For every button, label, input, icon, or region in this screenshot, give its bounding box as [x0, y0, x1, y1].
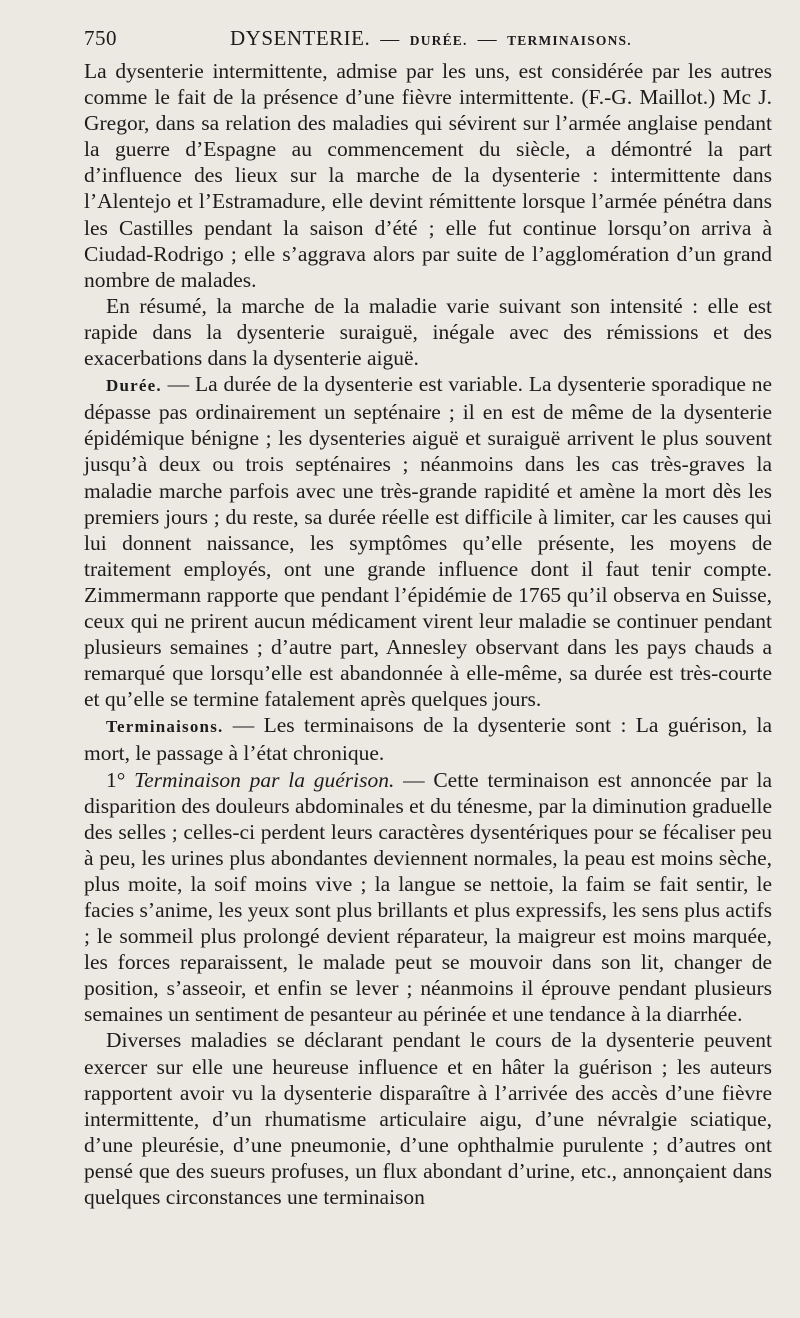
page-number: 750: [84, 26, 117, 50]
list-number: 1°: [106, 767, 135, 792]
section-heading-terminaisons: Terminaisons.: [106, 717, 224, 737]
running-header: [84, 26, 772, 58]
body-text: [84, 58, 772, 1210]
paragraph-guerison-text: — Cette terminaison est annoncée par la disparition des douleurs abdominales et du ténesme, par la diminution graduelle des selles ; celles-ci perdent leurs caractères dysentériques pour se fécaliser peu à peu, les urines plus abondantes deviennent normales, la peau est moins sèche, plus moite, la soif moins vive ; la langue se nettoie, la faim se fait sentir, le facies s’anime, les yeux sont plus brillants et plus expressifs, les sens plus actifs ; le sommeil plus prolongé devient réparateur, la maigreur est moins marquée, les forces reparaissent, le malade peut se mouvoir dans son lit, changer de position, s’asseoir, et enfin se lever ; néanmoins il éprouve pendant plusieurs semaines un sentiment de pesanteur au périnée et une tendance à la diarrhée.: [84, 767, 772, 1027]
paragraph-diverses-maladies: Diverses maladies se déclarant pendant le cours de la dysenterie peuvent exercer sur elle une heureuse influence et en hâter la guérison ; les auteurs rapportent avoir vu la dysenterie disparaître à l’arrivée des accès d’une fièvre intermittente, d’un rhumatisme articulaire aigu, d’une névralgie sciatique, d’une pleurésie, d’une pneumonie, d’une ophthalmie purulente ; d’autres ont pensé que des sueurs profuses, un flux abondant d’urine, etc., annonçaient dans quelques circonstances une terminaison: [84, 1028, 772, 1210]
header-separator: —: [477, 29, 498, 50]
paragraph-terminaisons-text: — Les terminaisons de la dysenterie sont : La guérison, la mort, le passage à l’état chronique.: [84, 713, 772, 766]
header-subtitle-terminaisons: TERMINAISONS.: [507, 33, 632, 48]
header-title: DYSENTERIE.: [230, 26, 371, 50]
header-subtitle-duree: DURÉE.: [409, 33, 468, 48]
paragraph-terminaisons: [84, 712, 772, 766]
paragraph-duree: [84, 371, 772, 712]
subheading-guerison: Terminaison par la guérison.: [134, 767, 395, 792]
section-heading-duree: Durée.: [106, 376, 162, 396]
paragraph-guerison: [84, 767, 772, 1028]
paragraph-duree-text: — La durée de la dysenterie est variable. La dysenterie sporadique ne dépasse pas ordinairement un septénaire ; il en est de même de la dysenterie épidémique bénigne ; les dysenteries aiguë et suraiguë arrivent le plus souvent jusqu’à deux ou trois septénaires ; néanmoins dans les cas très-graves la maladie marche parfois avec une très-grande rapidité et amène la mort dès les premiers jours ; du reste, sa durée réelle est difficile à limiter, car les causes qui lui donnent naissance, les symptômes qu’elle présente, les moyens de traitement employés, ont une grande influence dont il faut tenir compte. Zimmermann rapporte que pendant l’épidémie de 1765 qu’il observa en Suisse, ceux qui ne prirent aucun médicament virent leur maladie se continuer pendant plusieurs semaines ; d’autre part, Annesley observant dans les pays chauds a remarqué que lorsqu’elle est abandonnée à elle-même, sa durée est très-courte et qu’elle se termine fatalement après quelques jours.: [84, 372, 772, 712]
paragraph-intermittent-dysentery: La dysenterie intermittente, admise par les uns, est considérée par les autres comme le fait de la présence d’une fièvre intermittente. (F.-G. Maillot.) Mc J. Gregor, dans sa relation des maladies qui sévirent sur l’armée anglaise pendant la guerre d’Espagne au commencement du siècle, a démontré la part d’influence des lieux sur la marche de la dysenterie : intermittente dans l’Alentejo et l’Estramadure, elle devint rémittente lorsque l’armée pénétra dans les Castilles pendant la saison d’été ; elle fut continue lorsqu’on arriva à Ciudad-Rodrigo ; elle s’aggrava alors par suite de l’agglomération d’un grand nombre de malades.: [84, 59, 772, 292]
header-separator: —: [380, 29, 400, 50]
paragraph-summary: En résumé, la marche de la maladie varie suivant son intensité : elle est rapide dans la dysenterie suraiguë, inégale avec des rémissions et des exacerbations dans la dysenterie aiguë.: [84, 293, 772, 371]
